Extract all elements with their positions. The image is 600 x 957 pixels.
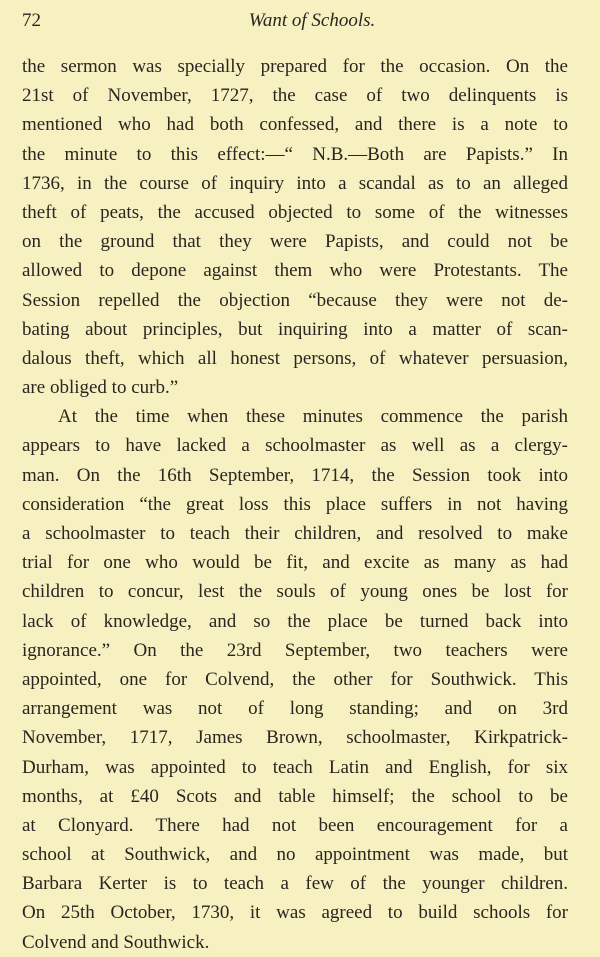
- text-line: Session repelled the objection “because they were not de-: [22, 289, 568, 311]
- running-title: Want of Schools.: [248, 10, 376, 31]
- text-line: months, at £40 Scots and table himself; the school to be: [22, 785, 568, 807]
- text-line: Barbara Kerter is to teach a few of the younger children.: [22, 873, 568, 895]
- text-line: bating about principles, but inquiring into a matter of scan-: [22, 318, 568, 340]
- text-line: Durham, was appointed to teach Latin and English, for six: [22, 756, 568, 778]
- text-line: the sermon was specially prepared for the occasion. On the: [22, 56, 568, 77]
- text-line: ignorance.” On the 23rd September, two teachers were: [22, 639, 568, 661]
- text-line: 1736, in the course of inquiry into a scandal as to an alleged: [22, 172, 568, 194]
- text-line: children to concur, lest the souls of young ones be lost for: [22, 581, 568, 603]
- text-line: the minute to this effect:—“ N.B.—Both are Papists.” In: [22, 143, 568, 165]
- text-line: arrangement was not of long standing; and on 3rd: [22, 698, 568, 720]
- text-line: 21st of November, 1727, the case of two delinquents is: [22, 85, 568, 107]
- text-line: mentioned who had both confessed, and there is a note to: [22, 114, 568, 136]
- text-line: Colvend and Southwick.: [22, 931, 210, 953]
- text-line: dalous theft, which all honest persons, of whatever persuasion,: [22, 347, 568, 369]
- text-line: At the time when these minutes commence the parish: [58, 406, 568, 428]
- text-line: at Clonyard. There had not been encouragement for a: [22, 814, 568, 836]
- page-number: 72: [22, 10, 41, 31]
- text-line: theft of peats, the accused objected to some of the witnesses: [22, 201, 568, 223]
- running-head: [22, 10, 572, 40]
- text-line: appears to have lacked a schoolmaster as well as a clergy-: [22, 435, 568, 457]
- text-line: are obliged to curb.”: [22, 377, 179, 399]
- text-line: consideration “the great loss this place suffers in not having: [22, 493, 568, 515]
- body-text: [22, 52, 568, 957]
- text-line: trial for one who would be fit, and excite as many as had: [22, 552, 568, 574]
- text-line: lack of knowledge, and so the place be turned back into: [22, 610, 568, 632]
- text-line: man. On the 16th September, 1714, the Session took into: [22, 464, 568, 486]
- text-line: school at Southwick, and no appointment was made, but: [22, 844, 568, 866]
- text-line: a schoolmaster to teach their children, and resolved to make: [22, 523, 568, 544]
- text-line: allowed to depone against them who were Protestants. The: [22, 260, 568, 282]
- text-line: On 25th October, 1730, it was agreed to build schools for: [22, 902, 568, 924]
- text-line: on the ground that they were Papists, and could not be: [22, 231, 568, 253]
- text-line: November, 1717, James Brown, schoolmaster, Kirkpatrick-: [22, 727, 568, 749]
- text-line: appointed, one for Colvend, the other for Southwick. This: [22, 668, 568, 690]
